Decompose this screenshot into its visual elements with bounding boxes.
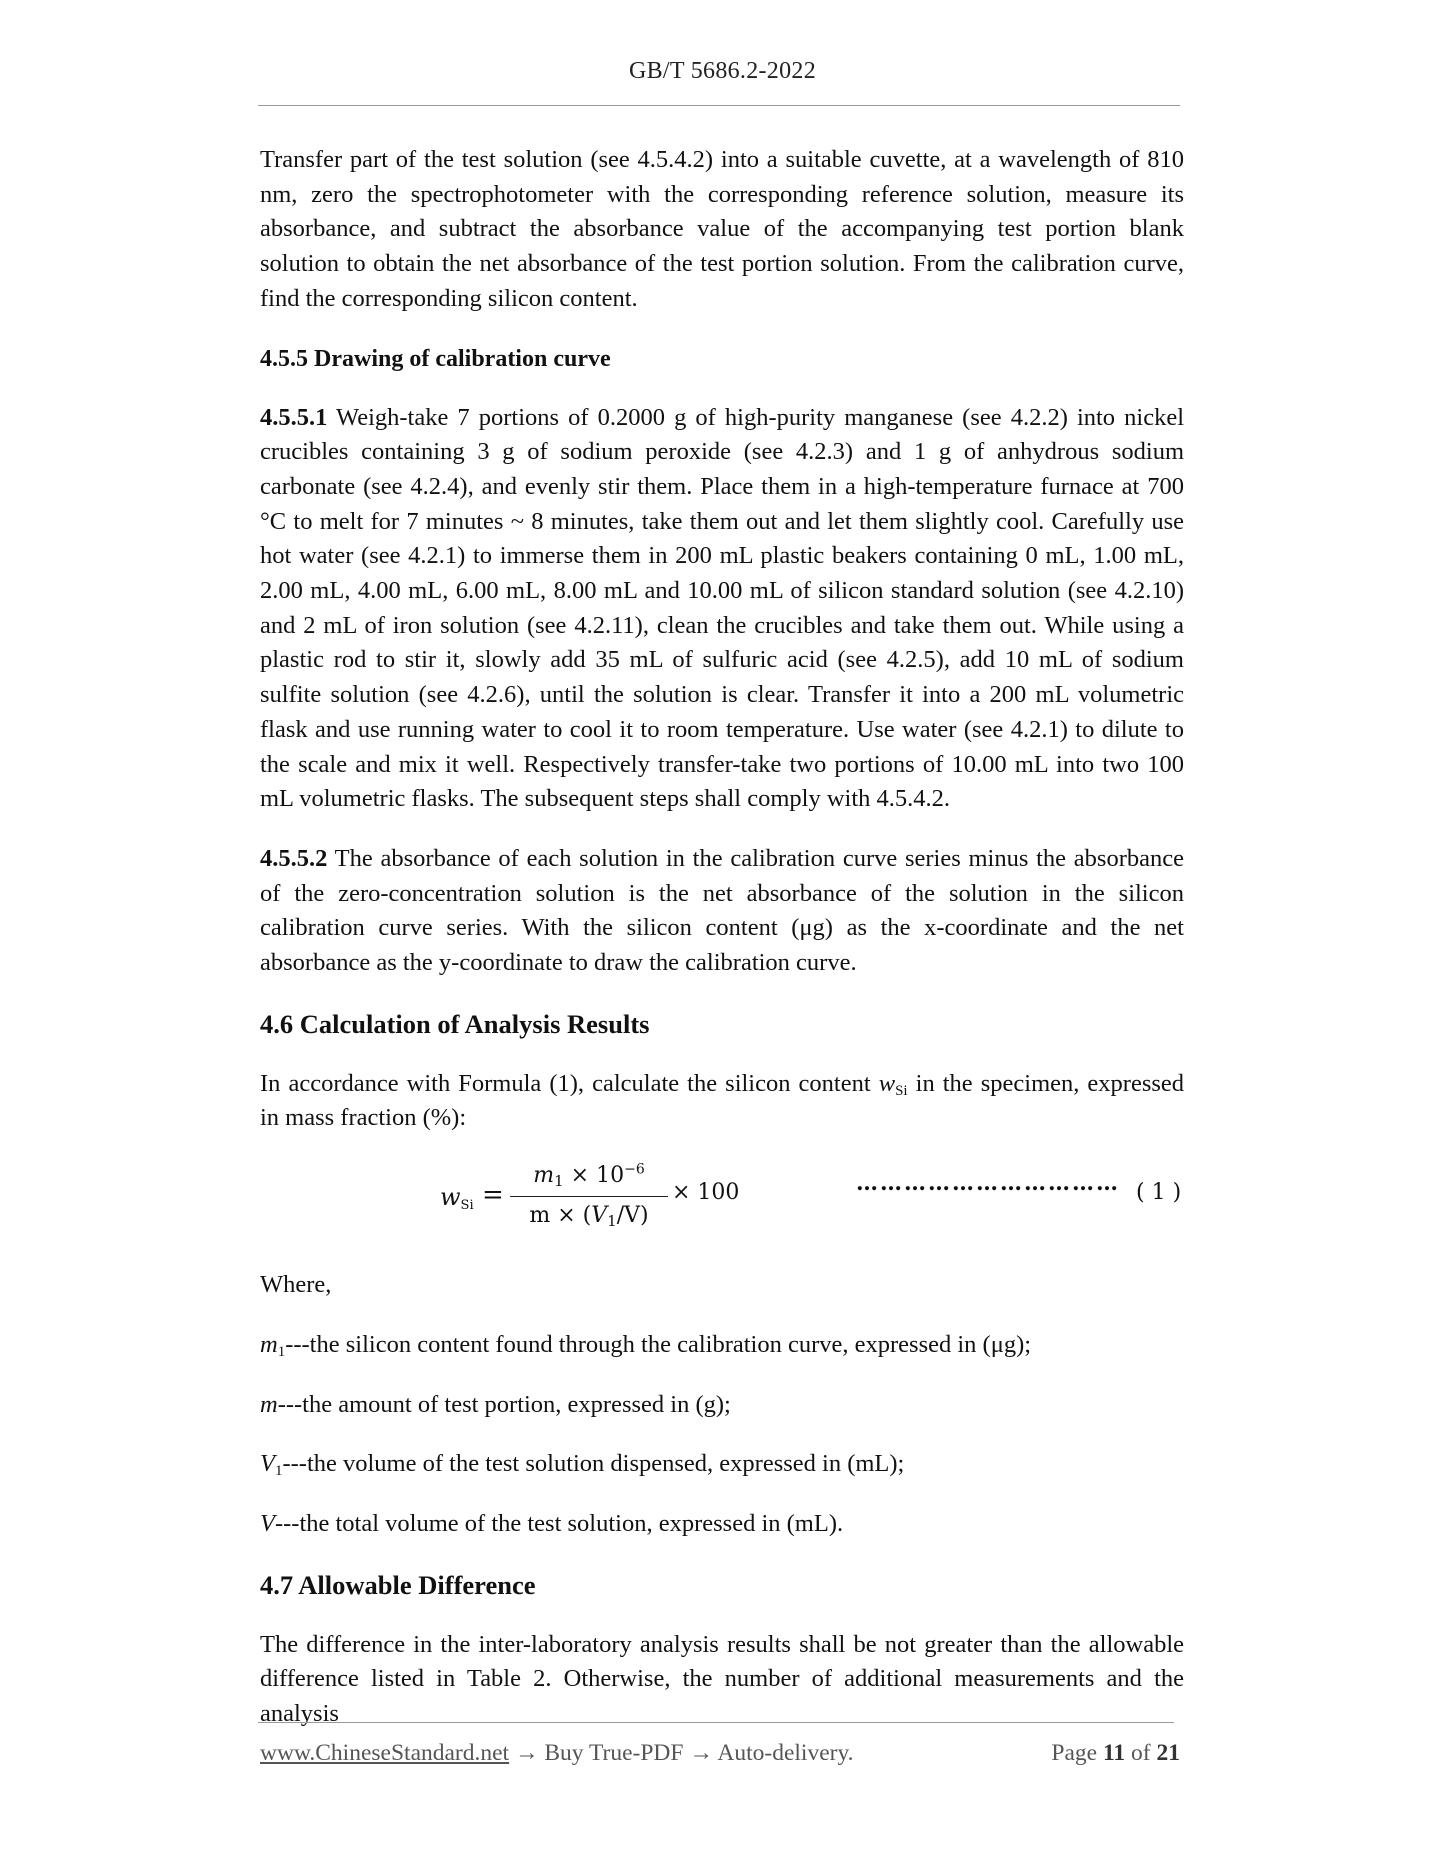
formula-multiplier: × 100 [672,1180,740,1206]
footer-left [260,1740,854,1767]
formula-lhs: $w_{Si}$ [440,1183,474,1214]
clause-number: 4.5.5.1 [260,403,328,431]
formula-numerator: $m_1 \times 10^{-6}$ [533,1161,645,1191]
page-number: 11 [1102,1740,1126,1766]
header-divider [258,105,1180,106]
var-w: w [878,1069,896,1097]
formula-leader-dots: …………………………… [856,1170,1120,1197]
paragraph-transfer: Transfer part of the test solution (see 4.5.4.2) into a suitable cuvette, at a wavelength of 810 nm, zero the spectrophotometer with the corresponding reference solution, measure its absorbance, and subtract the absorbance value of the accompanying test portion blank solution to obtain the net absorbance of the test portion solution. From the calibration curve, find the corresponding silicon content. [260,146,1184,312]
clause-number: 4.5.5.2 [260,844,328,872]
paragraph-4-5-5-2 [260,842,1184,981]
where-label: Where, [260,1271,332,1299]
paragraph-4-5-5-1 [260,401,1184,817]
page-total: 21 [1156,1740,1180,1766]
page-content [260,143,1184,1732]
paragraph-calc-intro: In accordance with Formula (1), calculate the silicon content $w_{Si}$ in the specimen, expressed in mass fraction (%): [260,1069,1185,1132]
heading-4-7: 4.7 Allowable Difference [260,1569,536,1600]
heading-4-6: 4.6 Calculation of Analysis Results [260,1008,650,1039]
clause-text: Weigh-take 7 portions of 0.2000 g of high-purity manganese (see 4.2.2) into nickel crucibles containing 3 g of sodium peroxide (see 4.2.3) and 1 g of anhydrous sodium carbonate (see 4.2.4), and evenly stir them. Place them in a high-temperature furnace at 700 °C to melt for 7 minutes ~ 8 minutes, take them out and let them slightly cool. Carefully use hot water (see 4.2.1) to immerse them in 200 mL plastic beakers containing 0 mL, 1.00 mL, 2.00 mL, 4.00 mL, 6.00 mL, 8.00 mL and 10.00 mL of silicon standard solution (see 4.2.10) and 2 mL of iron solution (see 4.2.11), clean the crucibles and take them out. While using a plastic rod to stir it, slowly add 35 mL of sulfuric acid (see 4.2.5), add 10 mL of sodium sulfite solution (see 4.2.6), until the solution is clear. Transfer it into a 200 mL volumetric flask and use running water to cool it to room temperature. Use water (see 4.2.1) to dilute to the scale and mix it well. Respectively transfer-take two portions of 10.00 mL into two 100 mL volumetric flasks. The subsequent steps shall comply with 4.5.4.2. [260,403,1185,813]
formula-equals: = [482,1180,504,1211]
formula-number: ( 1 ) [1136,1180,1182,1206]
paragraph-4-7: The difference in the inter-laboratory analysis results shall be not greater than the allowable difference listed in Table 2. Otherwise, the number of additional measurements and the analysis [260,1630,1184,1728]
definition-m1: $m_1--$-the silicon content found through the calibration curve, expressed in (μg); [260,1330,1032,1360]
definition-v1: $V_1--$-the volume of the test solution dispensed, expressed in (mL); [260,1450,905,1480]
page-header-doc-code: GB/T 5686.2-2022 [628,58,817,84]
definition-m: m---the amount of test portion, expressed in (g); [260,1390,731,1418]
site-link[interactable]: www.ChineseStandard.net [260,1740,510,1766]
fraction-bar [510,1196,668,1197]
footer-divider [258,1722,1174,1723]
formula-denominator: $m \times (V_1/V)$ [529,1203,649,1231]
page-indicator: Page 11 of 21 [1051,1740,1180,1766]
clause-text: The absorbance of each solution in the calibration curve series minus the absorbance of the zero-concentration solution is the net absorbance of the solution in the silicon calibration curve series. With the silicon content (μg) as the x-coordinate and the net absorbance as the y-coordinate to draw the calibration curve. [260,844,1184,977]
formula-fraction [510,1158,668,1233]
formula-1 [260,1158,1184,1250]
heading-4-5-5: 4.5.5 Drawing of calibration curve [260,345,611,372]
footer-tagline: → Buy True-PDF → Auto-delivery. [509,1740,854,1766]
definition-v: V---the total volume of the test solution, expressed in (mL). [260,1509,844,1537]
